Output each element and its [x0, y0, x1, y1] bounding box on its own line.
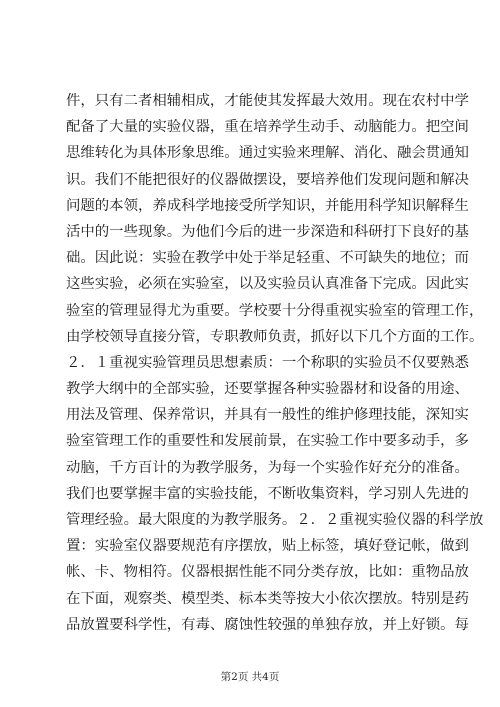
page-footer: 第2页 共4页: [220, 671, 280, 683]
text-line: 由学校领导直接分管，专职教师负责，抓好以下几个方面的工作。: [66, 328, 484, 345]
text-line: 思维转化为具体形象思维。通过实验来理解、消化、融会贯通知: [66, 145, 469, 162]
text-line: 品放置要科学性，有毒、腐蚀性较强的单独存放，并上好锁。每: [66, 616, 469, 633]
text-line: 教学大纲中的全部实验，还要掌握各种实验器材和设备的用途、: [66, 381, 469, 398]
text-line: 用法及管理、保养常识，并具有一般性的维护修理技能，深知实: [66, 407, 469, 424]
text-line: 活中的一些现象。为他们今后的进一步深造和科研打下良好的基: [66, 223, 469, 240]
text-line: 动脑，千方百计的为教学服务，为每一个实验作好充分的准备。: [66, 459, 469, 476]
text-line: 件，只有二者相辅相成，才能使其发挥最大效用。现在农村中学: [66, 93, 469, 109]
text-line: 验室的管理显得尤为重要。学校要十分得重视实验室的管理工作，: [66, 302, 484, 319]
text-line: 础。因此说：实验在教学中处于举足轻重、不可缺失的地位；而: [66, 250, 469, 267]
text-line: 我们也要掌握丰富的实验技能，不断收集资料，学习别人先进的: [66, 485, 469, 502]
text-line: 管理经验。最大限度的为教学服务。２．２重视实验仪器的科学放: [66, 512, 484, 528]
text-line: 配备了大量的实验仪器，重在培养学生动手、动脑能力。把空间: [66, 119, 469, 136]
text-line: 这些实验，必须在实验室，以及实验员认真准备下完成。因此实: [66, 276, 469, 293]
text-line: 识。我们不能把很好的仪器做摆设，要培养他们发现问题和解决: [66, 171, 469, 188]
text-line: ２．１重视实验管理员思想素质：一个称职的实验员不仅要熟悉: [66, 354, 469, 371]
body-text: [66, 88, 484, 638]
text-line: 置：实验室仪器要规范有序摆放，贴上标签，填好登记帐，做到: [66, 538, 469, 555]
text-line: 验室管理工作的重要性和发展前景，在实验工作中要多动手，多: [66, 433, 469, 450]
text-line: 问题的本领，养成科学地接受所学知识，并能用科学知识解释生: [66, 197, 469, 214]
text-line: 帐、卡、物相符。仪器根据性能不同分类存放，比如：重物品放: [66, 564, 469, 581]
text-line: 在下面，观察类、模型类、标本类等按大小依次摆放。特别是药: [66, 590, 469, 607]
